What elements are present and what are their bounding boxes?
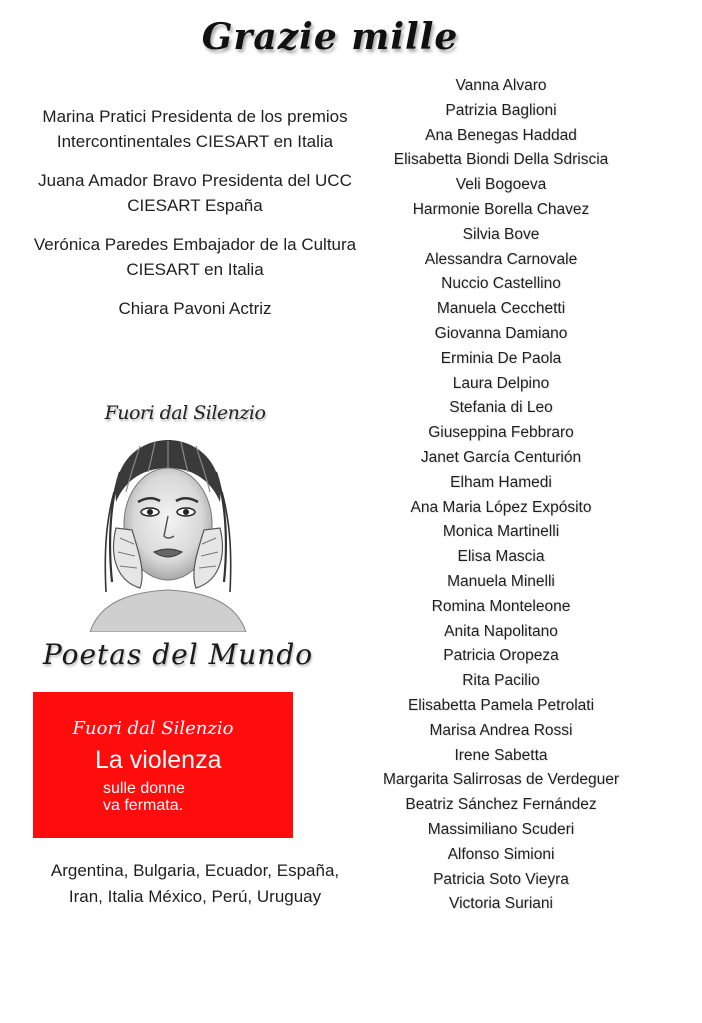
list-item: Veli Bogoeva (455, 176, 547, 194)
list-item: Romina Monteleone (431, 597, 571, 615)
list-item: Giuseppina Febbraro (428, 424, 574, 442)
list-item: Marisa Andrea Rossi (429, 721, 573, 739)
credits-list (20, 104, 370, 335)
credit-ambassador: Verónica Paredes Embajador de la Cultura CIESART en Italia (33, 235, 357, 279)
list-item: Anita Napolitano (444, 622, 558, 640)
credit-president-ucc: Juana Amador Bravo Presidenta del UCC CIESART España (38, 171, 352, 215)
list-item: Patricia Oropeza (443, 647, 559, 665)
list-item: Nuccio Castellino (441, 275, 561, 293)
script-title: Fuori dal Silenzio (104, 402, 266, 424)
list-item: Stefania di Leo (449, 399, 553, 417)
page-title: Grazie mille (201, 16, 459, 58)
list-item: Janet García Centurión (420, 448, 582, 466)
list-item: Massimiliano Scuderi (427, 820, 575, 838)
credit-actress: Chiara Pavoni Actriz (118, 299, 272, 318)
list-item: Victoria Suriani (449, 895, 553, 913)
list-item: Manuela Cecchetti (436, 300, 566, 318)
list-item: Elisabetta Biondi Della Sdriscia (393, 151, 609, 169)
countries-list: Argentina, Bulgaria, Ecuador, España, Iran, Italia México, Perú, Uruguay (50, 861, 340, 906)
list-item: Elisabetta Pamela Petrolati (407, 696, 595, 714)
banner-headline: La violenza (95, 746, 222, 774)
list-item: Elham Hamedi (450, 473, 552, 491)
list-item: Ana Benegas Haddad (425, 126, 577, 144)
list-item: Giovanna Damiano (434, 324, 568, 342)
list-item: Beatriz Sánchez Fernández (405, 796, 597, 814)
banner-line2: sulle donne (103, 780, 185, 797)
banner-subline (103, 780, 185, 814)
red-banner (33, 692, 293, 838)
list-item: Monica Martinelli (442, 523, 560, 541)
list-item: Harmonie Borella Chavez (412, 200, 590, 218)
banner-line3: va fermata. (103, 797, 184, 814)
list-item: Margarita Salirrosas de Verdeguer (382, 771, 620, 789)
list-item: Patrizia Baglioni (445, 101, 557, 119)
list-item: Alessandra Carnovale (424, 250, 578, 268)
list-item: Ana Maria López Expósito (410, 498, 592, 516)
list-item: Laura Delpino (452, 374, 550, 392)
banner-script: Fuori dal Silenzio (72, 718, 234, 739)
list-item: Alfonso Simioni (447, 845, 555, 863)
list-item: Patricia Soto Vieyra (433, 870, 569, 888)
list-item: Irene Sabetta (454, 746, 548, 764)
credit-president-intercontinental: Marina Pratici Presidenta de los premios Intercontinentales CIESART en Italia (42, 107, 348, 151)
list-item: Elisa Mascia (457, 548, 545, 566)
poetas-del-mundo-title: Poetas del Mundo (42, 638, 314, 671)
list-item: Manuela Minelli (447, 572, 555, 590)
list-item: Silvia Bove (462, 225, 540, 243)
portrait-illustration (80, 432, 256, 632)
list-item: Vanna Alvaro (455, 77, 547, 94)
list-item: Erminia De Paola (440, 349, 562, 367)
list-item: Rita Pacilio (462, 672, 540, 690)
participants-list (370, 74, 632, 917)
